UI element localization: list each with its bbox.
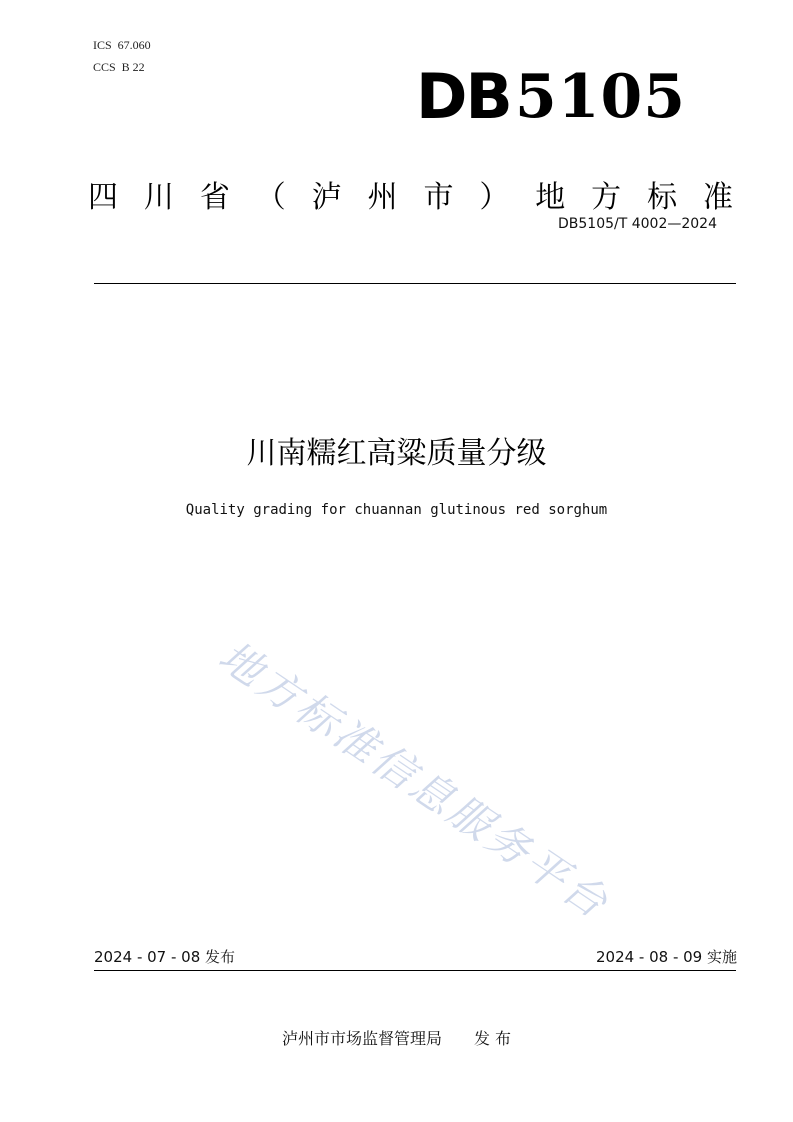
standard-title-char: 准	[702, 180, 733, 215]
issue-date: 2024 - 07 - 08 发布	[94, 948, 236, 966]
db-logo-number: 5105	[515, 62, 686, 132]
effective-date: 2024 - 08 - 09 实施	[595, 948, 737, 966]
watermark-text: 地方标准信息服务平台	[210, 631, 619, 930]
db-logo-letters: DB	[416, 60, 511, 133]
standard-title-char: （	[255, 180, 286, 215]
standard-title-char: 泸	[311, 180, 342, 215]
standard-title-char: 方	[591, 180, 622, 215]
standard-title	[88, 172, 733, 216]
footer-divider	[94, 970, 736, 971]
standard-title-char: ）	[479, 180, 510, 215]
document-title-english: Quality grading for chuannan glutinous red sorghum	[185, 502, 608, 518]
standard-title-char: 省	[199, 180, 230, 215]
standard-code: DB5105/T 4002—2024	[558, 216, 717, 232]
standard-title-char: 州	[367, 180, 398, 215]
ccs-code: CCS B 22	[93, 60, 145, 74]
publisher: 泸州市市场监督管理局 发 布	[281, 1029, 512, 1048]
standard-title-char: 市	[423, 180, 454, 215]
header-divider	[94, 283, 736, 284]
standard-title-char: 地	[535, 180, 566, 215]
standard-title-char: 川	[143, 180, 174, 215]
document-title: 川南糯红高粱质量分级	[246, 436, 547, 471]
standard-title-char: 标	[647, 180, 678, 215]
ics-code: ICS 67.060	[93, 38, 151, 52]
standard-title-char: 四	[88, 180, 118, 215]
